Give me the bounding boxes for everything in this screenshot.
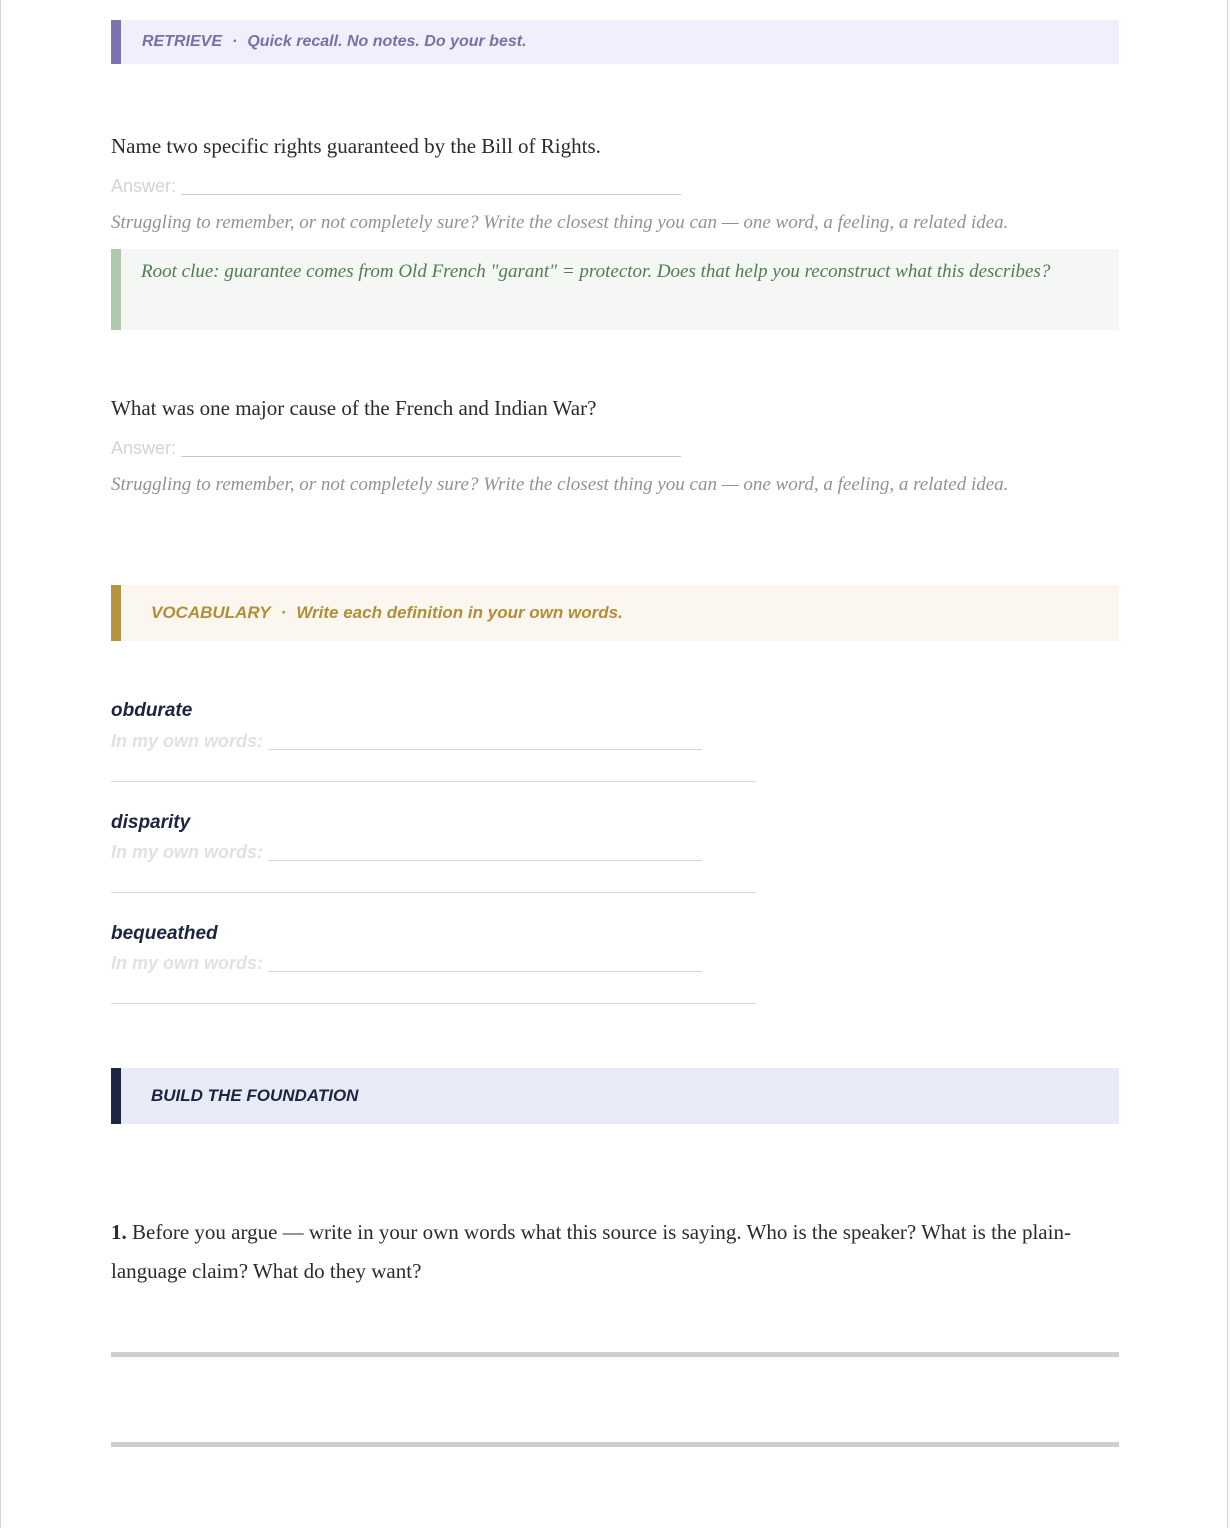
foundation-accent-bar (111, 1068, 121, 1124)
foundation-banner (111, 1068, 1119, 1124)
own-words-label: In my own words: (111, 731, 264, 751)
prompt-text: Before you argue — write in your own words what this source is saying. Who is the speaker? What is the plain-language claim? What do they want? (111, 1220, 1071, 1283)
question-2-text: What was one major cause of the French and Indian War? (111, 396, 597, 420)
question-2-answer-row[interactable] (111, 438, 681, 459)
retrieve-separator: · (232, 33, 238, 50)
vocab-term: bequeathed (111, 923, 218, 944)
question-1-answer-row[interactable] (111, 176, 681, 197)
definition-continuation-line[interactable] (111, 781, 756, 782)
prompt-number: 1. (111, 1220, 127, 1244)
vocabulary-label: VOCABULARY (151, 603, 271, 622)
vocabulary-banner (111, 585, 1119, 641)
vocab-definition-row[interactable] (111, 842, 702, 863)
definition-line[interactable] (268, 748, 702, 750)
root-clue-box (111, 249, 1119, 330)
response-line[interactable] (111, 1442, 1119, 1447)
retrieve-instruction: Quick recall. No notes. Do your best. (247, 33, 527, 50)
own-words-label: In my own words: (111, 842, 264, 862)
definition-line[interactable] (268, 970, 702, 972)
foundation-label: BUILD THE FOUNDATION (151, 1086, 359, 1105)
question-1-text: Name two specific rights guaranteed by the Bill of Rights. (111, 134, 601, 158)
vocab-term: obdurate (111, 700, 193, 721)
vocabulary-separator: · (280, 603, 287, 622)
root-clue-text: Root clue: guarantee comes from Old French "garant" = protector. Does that help you reconstruct what this describes? (141, 261, 1051, 282)
vocab-definition-row[interactable] (111, 731, 702, 752)
answer-label: Answer: (111, 176, 177, 196)
answer-line[interactable] (181, 455, 681, 457)
definition-continuation-line[interactable] (111, 892, 756, 893)
vocabulary-accent-bar (111, 585, 121, 641)
foundation-prompt (111, 1213, 1119, 1291)
retrieve-label: RETRIEVE (142, 33, 223, 50)
vocab-definition-row[interactable] (111, 953, 702, 974)
response-line[interactable] (111, 1352, 1119, 1357)
clue-accent-bar (111, 249, 121, 330)
vocabulary-instruction: Write each definition in your own words. (296, 603, 623, 622)
vocab-term: disparity (111, 812, 191, 833)
answer-label: Answer: (111, 438, 177, 458)
retrieve-banner (111, 20, 1119, 64)
definition-continuation-line[interactable] (111, 1003, 756, 1004)
question-2-hint: Struggling to remember, or not completely sure? Write the closest thing you can — one word, a feeling, a related idea. (111, 474, 1009, 495)
answer-line[interactable] (181, 193, 681, 195)
retrieve-accent-bar (111, 20, 121, 64)
definition-line[interactable] (268, 859, 702, 861)
question-1-hint: Struggling to remember, or not completely sure? Write the closest thing you can — one word, a feeling, a related idea. (111, 212, 1009, 233)
own-words-label: In my own words: (111, 953, 264, 973)
